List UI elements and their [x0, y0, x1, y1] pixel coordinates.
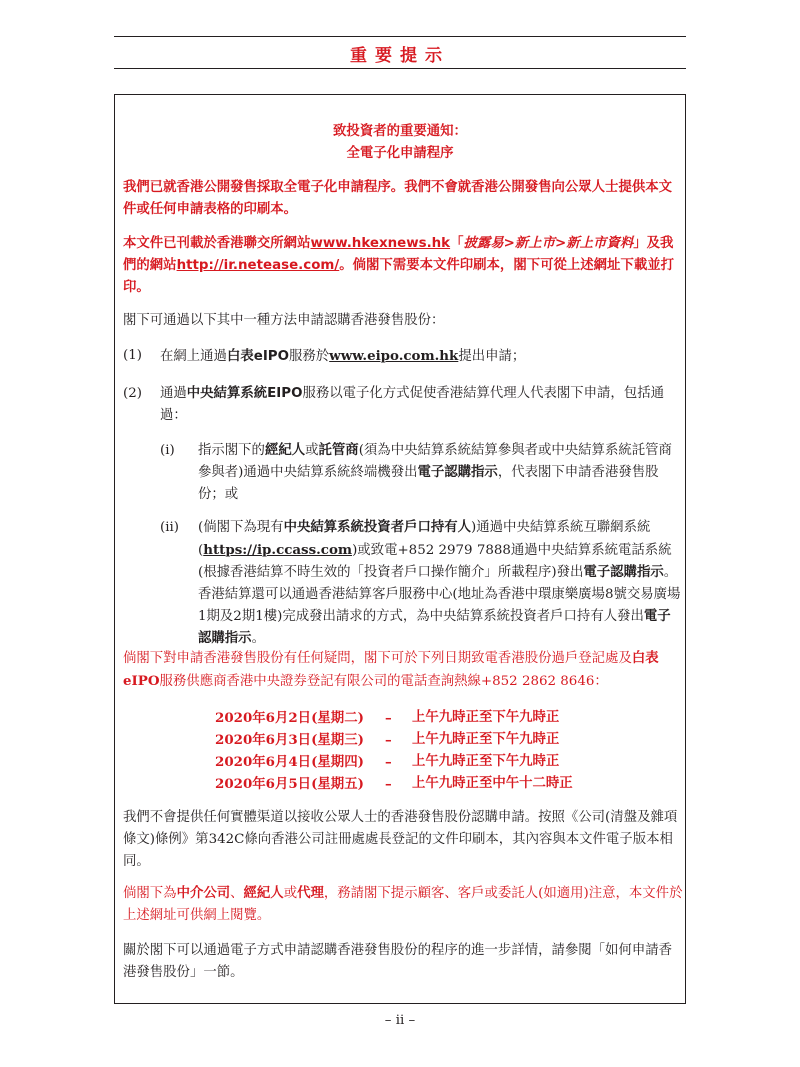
- sub-i-text-4: ，代表閣下申請香港發售股份；或: [198, 465, 659, 502]
- website-text-2: 「: [450, 236, 464, 251]
- intermediary-text-2: 、: [230, 886, 244, 901]
- schedule-dash: –: [385, 710, 392, 726]
- method2-text-1: 通過: [160, 386, 187, 401]
- hotline-text-1: 倘閣下對申請香港發售股份有任何疑問，閣下可於下列日期致電香港股份過戶登記處及: [123, 651, 632, 666]
- method1-text-1: 在網上通過: [160, 349, 227, 364]
- sub-ii-text-2: )通過中央結算系統互聯網系統(: [198, 520, 651, 558]
- website-text-4: 。倘閣下需要本文件印刷本，閣下可從上述網址下載並打印。: [123, 258, 675, 295]
- method2-text: [160, 383, 683, 427]
- ccass-investor-label: 中央結算系統投資者戶口持有人: [283, 520, 472, 535]
- hotline-paragraph: [123, 647, 683, 693]
- hotline-white-form-eipo: 白表eIPO: [123, 650, 659, 689]
- intermediary-paragraph: [123, 883, 683, 927]
- schedule-dash: –: [385, 754, 392, 770]
- broker-label-2: 經紀人: [243, 886, 284, 901]
- hkexnews-path: 披露易>新上市>新上市資料: [463, 236, 634, 251]
- method1-text-2: 服務於: [289, 349, 330, 364]
- method2-text-2: 服務以電子化方式促使香港結算代理人代表閣下申請，包括通過：: [160, 386, 664, 423]
- website-text-3: 」及我們的網站: [123, 236, 674, 273]
- sub-ii-number: (ii): [160, 520, 180, 535]
- intermediary-text-4: ，務請閣下提示顧客、客戶或委託人(如適用)注意，本文件於上述網址可供網上閱覽。: [123, 886, 683, 923]
- eipo-link[interactable]: www.eipo.com.hk: [329, 348, 459, 364]
- method1-number: (1): [123, 348, 142, 363]
- electronic-instruction-label-2: 電子認購指示: [583, 565, 664, 580]
- schedule-date: 2020年6月4日(星期四): [215, 754, 364, 770]
- sub-i-number: (i): [160, 443, 175, 458]
- ccass-eipo-label: 中央結算系統EIPO: [186, 386, 303, 401]
- method1-text-3: 提出申請；: [458, 349, 526, 364]
- intermediary-label: 中介公司: [176, 886, 231, 901]
- notice-title-line1: 致投資者的重要通知：: [333, 124, 467, 139]
- netease-ir-link[interactable]: http://ir.netease.com/: [176, 258, 340, 273]
- schedule-date: 2020年6月5日(星期五): [215, 776, 364, 792]
- schedule-hours: 上午九時正至下午九時正: [412, 710, 560, 725]
- further-details-paragraph: 關於閣下可以通過電子方式申請認購香港發售股份的程序的進一步詳情，請參閱「如何申請香港發售股份」一節。: [123, 943, 673, 980]
- notice-title-line2: 全電子化申請程序: [346, 146, 454, 161]
- method2-number: (2): [123, 386, 142, 401]
- schedule-hours: 上午九時正至中午十二時正: [412, 776, 573, 791]
- page-header-title: 重要提示: [350, 46, 450, 66]
- custodian-label: 託管商: [318, 443, 359, 458]
- electronic-instruction-label-1: 電子認購指示: [417, 465, 498, 480]
- white-form-eipo-label: 白表eIPO: [226, 349, 289, 364]
- schedule-hours: 上午九時正至下午九時正: [412, 754, 560, 769]
- ccass-link[interactable]: https://ip.ccass.com: [203, 542, 353, 558]
- header-bottom-rule: [114, 68, 686, 69]
- header-top-rule: [114, 36, 686, 37]
- schedule-date: 2020年6月3日(星期三): [215, 732, 364, 748]
- hotline-text-2: 服務供應商香港中央證券登記有限公司的電話查詢熱線+852 2862 8646：: [159, 674, 608, 689]
- intermediary-text-1: 倘閣下為: [123, 886, 177, 901]
- website-paragraph: [123, 233, 683, 299]
- schedule-dash: –: [385, 732, 392, 748]
- sub-i-text-1: 指示閣下的: [198, 443, 265, 458]
- method1-text: [160, 345, 683, 368]
- electronic-process-paragraph: 我們已就香港公開發售採取全電子化申請程序。我們不會就香港公開發售向公眾人士提供本文件或任何申請表格的印刷本。: [123, 180, 673, 217]
- sub-ii-text-3: )或致電+852 2979 7888通過中央結算系統電話系統(根據香港結算不時生效的「投資者戶口操作簡介」所載程序)發出: [198, 543, 672, 580]
- sub-ii-text-5: 。: [251, 631, 265, 646]
- sub-ii-text: [198, 517, 683, 650]
- sub-ii-text-1: (倘閣下為現有: [198, 520, 284, 535]
- electronic-instruction-label-3: 電子認購指示: [198, 609, 671, 646]
- sub-ii-text-4: 。香港結算還可以通過香港結算客戶服務中心(地址為香港中環康樂廣場8號交易廣場1期及2期1樓)完成發出請求的方式，為中央結算系統投資者戶口持有人發出: [198, 565, 681, 624]
- schedule-hours: 上午九時正至下午九時正: [412, 732, 560, 747]
- sub-i-text-2: 或: [305, 443, 319, 458]
- hkexnews-link[interactable]: www.hkexnews.hk: [310, 236, 451, 251]
- agent-label: 代理: [297, 886, 324, 901]
- website-text-1: 本文件已刊載於香港聯交所網站: [123, 236, 311, 251]
- broker-label: 經紀人: [264, 443, 306, 458]
- sub-i-text-3: (須為中央結算系統結算參與者或中央結算系統託管商參與者)通過中央結算系統終端機發出: [198, 443, 672, 480]
- schedule-dash: –: [385, 776, 392, 792]
- page-number: – ii –: [384, 1013, 416, 1028]
- schedule-date: 2020年6月2日(星期二): [215, 710, 364, 726]
- methods-intro: 閣下可通過以下其中一種方法申請認購香港發售股份：: [123, 313, 445, 328]
- physical-channel-paragraph: 我們不會提供任何實體渠道以接收公眾人士的香港發售股份認購申請。按照《公司(清盤及雜項條文)條例》第342C條向香港公司註冊處處長登記的文件印刷本，其內容與本文件電子版本相同。: [123, 810, 678, 869]
- intermediary-text-3: 或: [283, 886, 298, 901]
- sub-i-text: [198, 440, 683, 506]
